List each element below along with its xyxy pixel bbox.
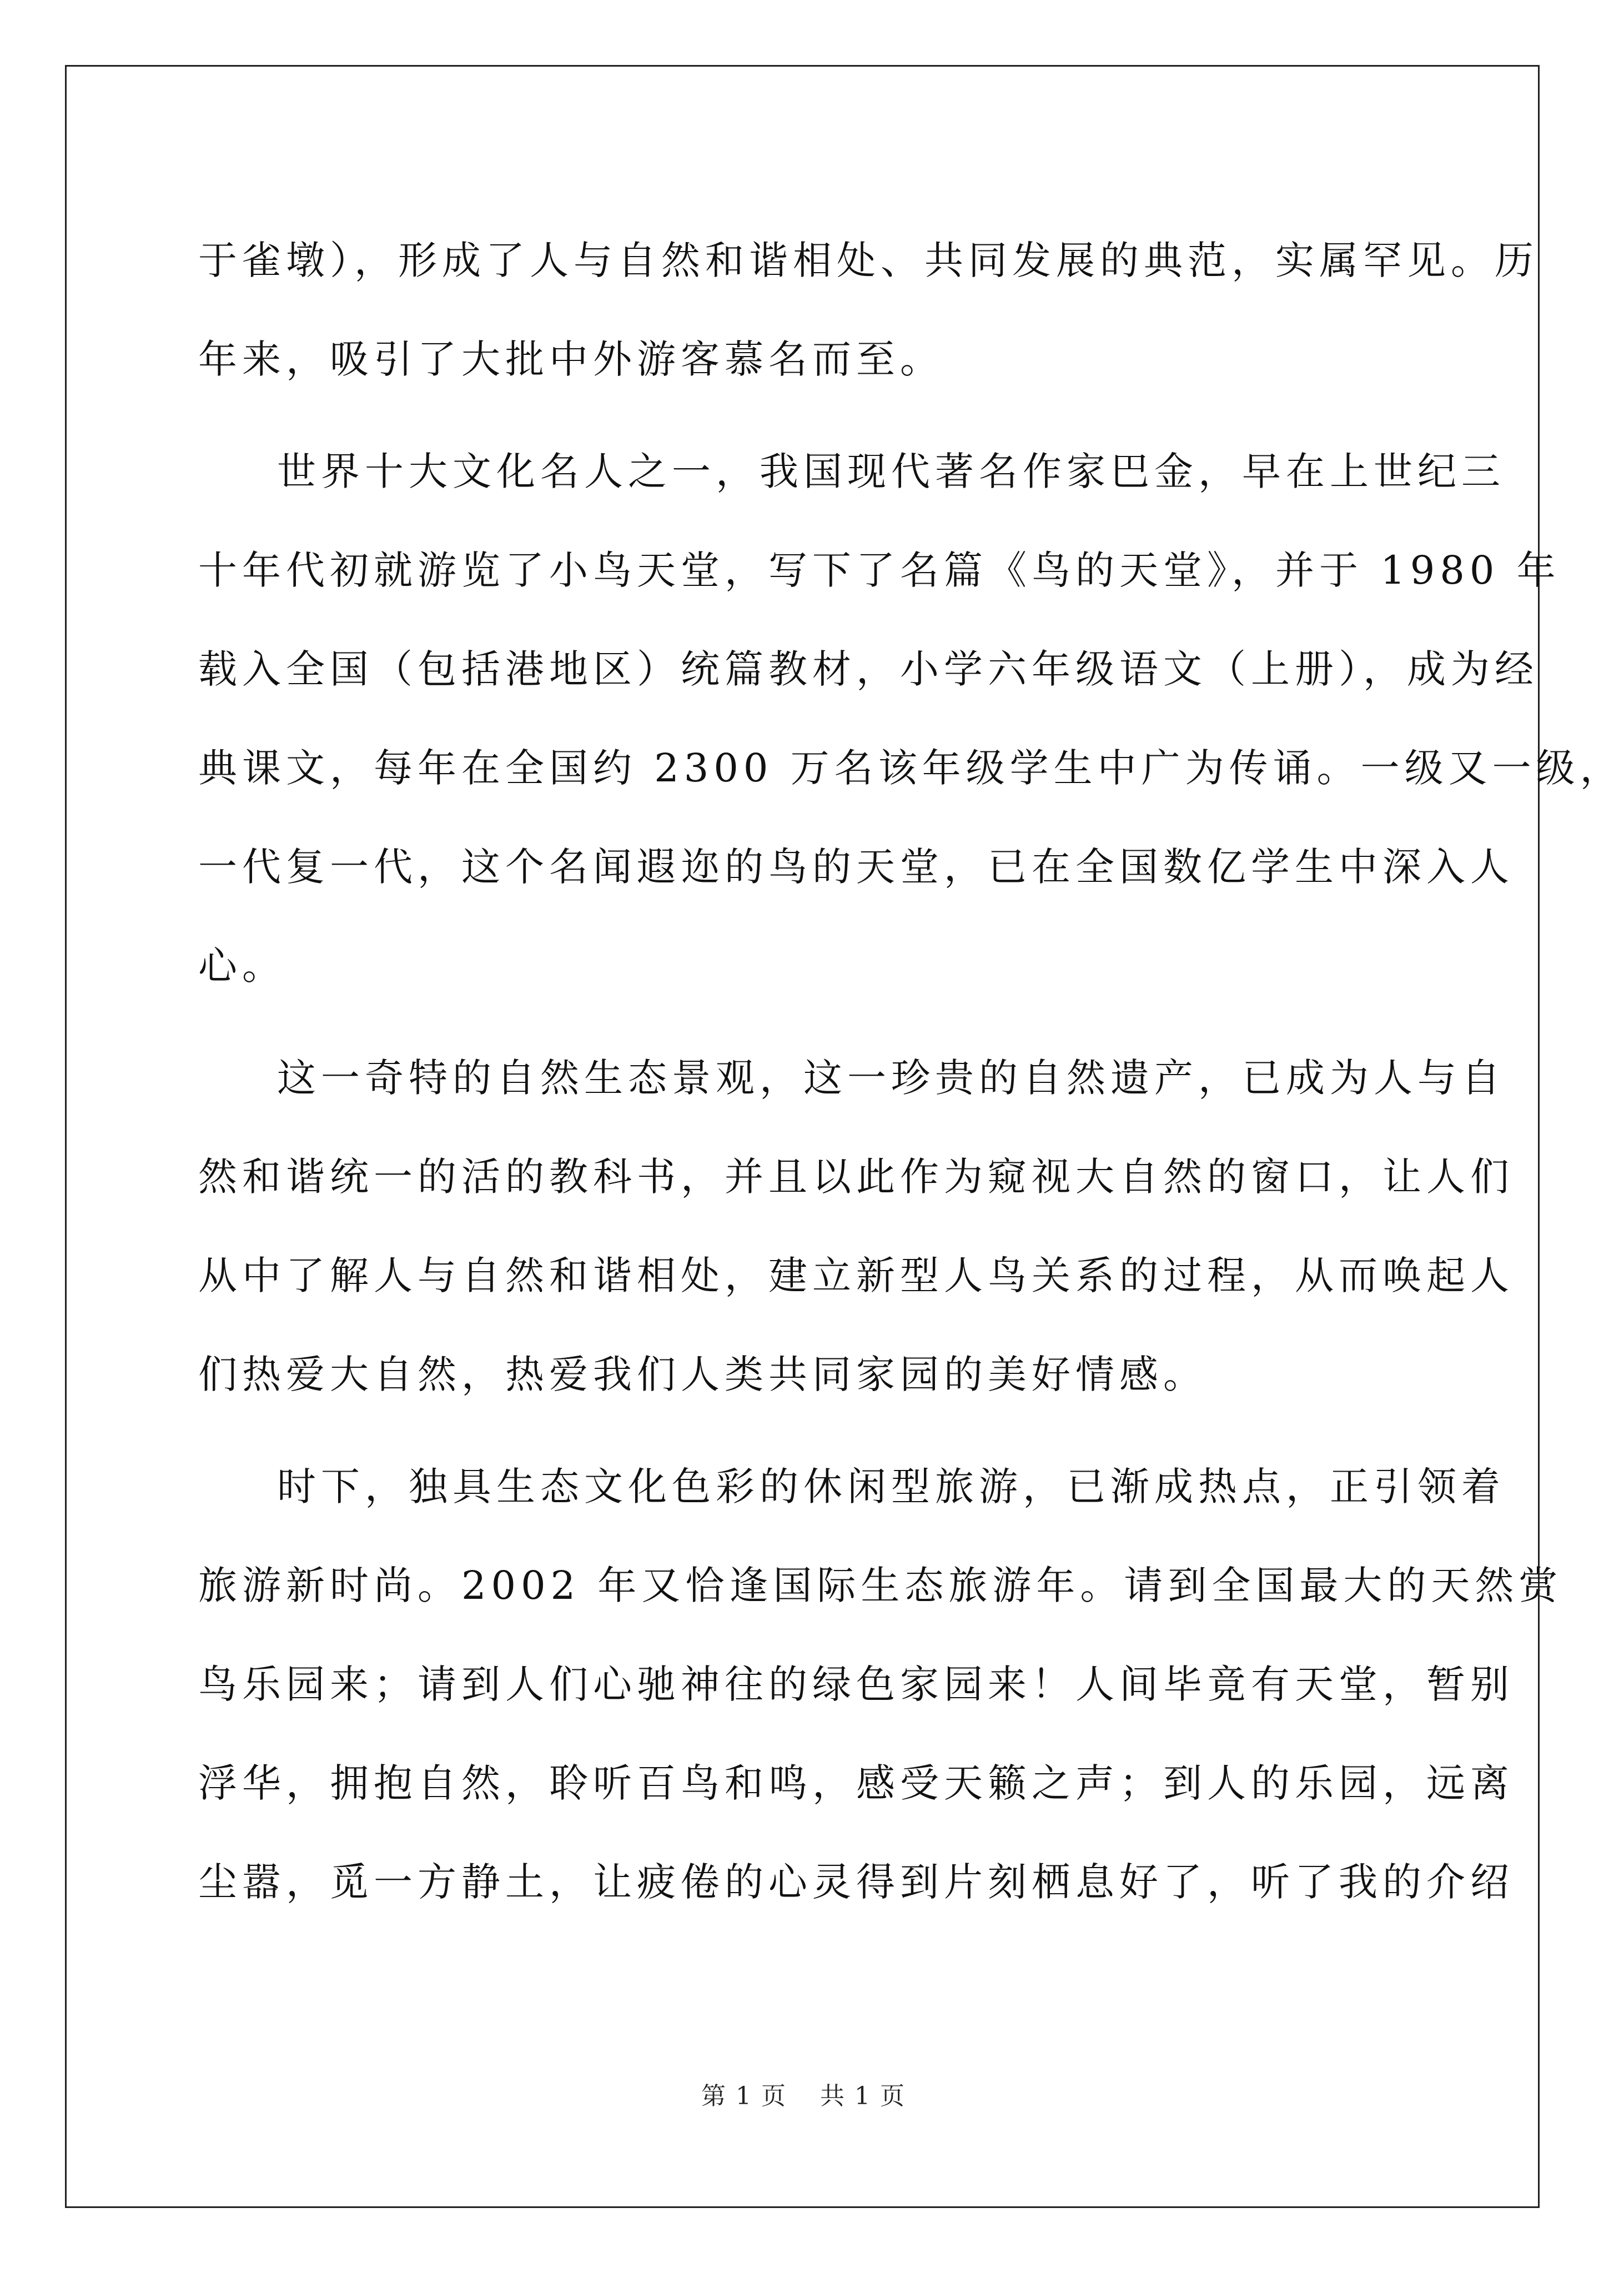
text-line: 于雀墩），形成了人与自然和谐相处、共同发展的典范，实属罕见。历 xyxy=(198,238,1538,283)
paragraph-3 xyxy=(198,1028,1514,1424)
text-line: 鸟乐园来；请到人们心驰神往的绿色家园来！人间毕竟有天堂，暂别 xyxy=(198,1662,1514,1707)
paragraph-2 xyxy=(198,422,1624,1015)
page-number: 第 1 页 xyxy=(701,2082,787,2110)
text-line: 们热爱大自然，热爱我们人类共同家园的美好情感。 xyxy=(198,1352,1207,1397)
text-line: 载入全国（包括港地区）统篇教材，小学六年级语文（上册），成为经 xyxy=(198,646,1538,692)
page-footer xyxy=(0,2076,1607,2111)
text-line: 十年代初就游览了小鸟天堂，写下了名篇《鸟的天堂》，并于 1980 年 xyxy=(198,548,1561,593)
text-line: 时下，独具生态文化色彩的休闲型旅游，已渐成热点，正引领着 xyxy=(277,1464,1505,1509)
text-line: 从中了解人与自然和谐相处，建立新型人鸟关系的过程，从而唤起人 xyxy=(198,1253,1514,1298)
document-body xyxy=(198,211,1624,1945)
text-line: 然和谐统一的活的教科书，并且以此作为窥视大自然的窗口，让人们 xyxy=(198,1154,1514,1200)
text-line: 一代复一代，这个名闻遐迩的鸟的天堂，已在全国数亿学生中深入人 xyxy=(198,844,1514,890)
text-line: 浮华，拥抱自然，聆听百鸟和鸣，感受天籁之声；到人的乐园，远离 xyxy=(198,1760,1514,1806)
text-line: 这一奇特的自然生态景观，这一珍贵的自然遗产，已成为人与自 xyxy=(277,1055,1505,1101)
text-line: 心。 xyxy=(198,943,286,989)
text-line: 尘嚣，觅一方静土，让疲倦的心灵得到片刻栖息好了，听了我的介绍 xyxy=(198,1859,1514,1905)
paragraph-1 xyxy=(198,211,1538,409)
text-line: 典课文，每年在全国约 2300 万名该年级学生中广为传诵。一级又一级， xyxy=(198,745,1624,791)
page-total: 共 1 页 xyxy=(820,2082,906,2110)
paragraph-4 xyxy=(198,1437,1563,1931)
text-line: 世界十大文化名人之一，我国现代著名作家巴金，早在上世纪三 xyxy=(277,449,1505,494)
text-line: 年来，吸引了大批中外游客慕名而至。 xyxy=(198,337,944,382)
text-line: 旅游新时尚。2002 年又恰逢国际生态旅游年。请到全国最大的天然赏 xyxy=(198,1563,1563,1608)
